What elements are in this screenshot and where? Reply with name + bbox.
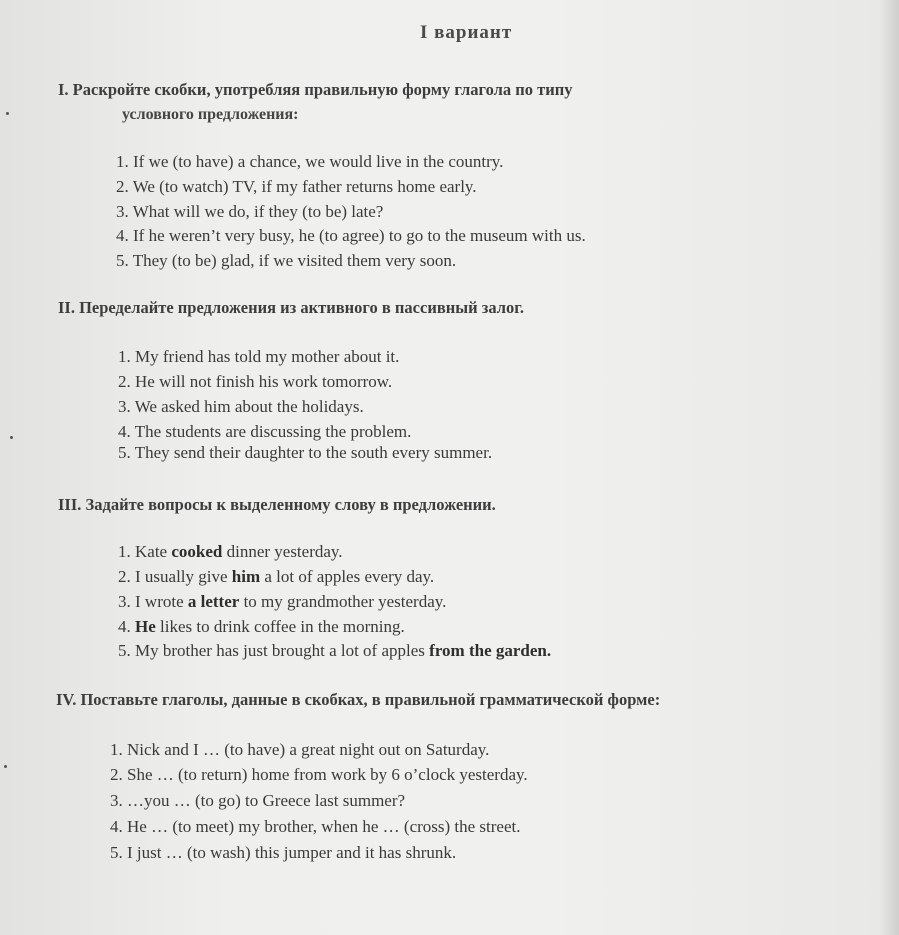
item-text: 2. I usually give xyxy=(118,567,232,586)
section-3-item xyxy=(118,567,434,587)
section-2-heading: II. Переделайте предложения из активного в пассивный залог. xyxy=(58,298,525,317)
section-4-item: 3. …you … (to go) to Greece last summer? xyxy=(110,791,406,810)
section-1-item: 2. We (to watch) TV, if my father returns home early. xyxy=(116,177,477,196)
section-3-heading: III. Задайте вопросы к выделенному слову в предложении. xyxy=(58,495,496,514)
section-2-item: 3. We asked him about the holidays. xyxy=(118,397,364,416)
item-text: 3. I wrote xyxy=(118,592,188,611)
section-3-item xyxy=(118,592,446,612)
section-3-item xyxy=(118,617,405,637)
section-4-item: 4. He … (to meet) my brother, when he … (cross) the street. xyxy=(110,817,521,836)
page-title: I вариант xyxy=(420,22,513,43)
section-1-item: 3. What will we do, if they (to be) late? xyxy=(116,202,384,221)
item-text: 5. My brother has just brought a lot of apples xyxy=(118,641,430,660)
section-4-heading: IV. Поставьте глаголы, данные в скобках, в правильной грамматической форме: xyxy=(56,690,661,709)
section-1-item: 5. They (to be) glad, if we visited them very soon. xyxy=(116,251,457,270)
section-3-item xyxy=(118,542,343,562)
item-text: 1. Kate xyxy=(118,542,172,561)
item-text: to my grandmother yesterday. xyxy=(239,592,447,611)
section-2-item: 4. The students are discussing the problem. xyxy=(118,422,412,441)
highlighted-word: He xyxy=(135,617,156,636)
section-1-item: 1. If we (to have) a chance, we would live in the country. xyxy=(116,152,504,171)
highlighted-word: a letter xyxy=(187,592,240,611)
paper-speck xyxy=(10,436,13,439)
item-text: a lot of apples every day. xyxy=(260,567,435,586)
section-4-item: 2. She … (to return) home from work by 6 o’clock yesterday. xyxy=(110,765,528,784)
section-2-item: 2. He will not finish his work tomorrow. xyxy=(118,372,393,391)
section-4-item: 5. I just … (to wash) this jumper and it has shrunk. xyxy=(110,843,457,862)
section-1-subheading: условного предложения: xyxy=(122,106,299,123)
highlighted-word: from the garden. xyxy=(429,641,552,660)
highlighted-word: cooked xyxy=(171,542,223,561)
item-text: dinner yesterday. xyxy=(222,542,343,561)
paper-edge-shadow xyxy=(879,0,899,935)
section-2-item: 1. My friend has told my mother about it. xyxy=(118,347,400,366)
section-4-item: 1. Nick and I … (to have) a great night out on Saturday. xyxy=(110,740,490,759)
section-1-item: 4. If he weren’t very busy, he (to agree) to go to the museum with us. xyxy=(116,226,586,245)
section-1-heading: I. Раскройте скобки, употребляя правильную форму глагола по типу xyxy=(58,80,573,99)
highlighted-word: him xyxy=(231,567,261,586)
paper-speck xyxy=(6,112,9,115)
section-3-item xyxy=(118,641,551,661)
item-text: 4. xyxy=(118,617,135,636)
item-text: likes to drink coffee in the morning. xyxy=(155,617,405,636)
paper-speck xyxy=(4,765,7,768)
section-2-item: 5. They send their daughter to the south every summer. xyxy=(118,443,493,462)
